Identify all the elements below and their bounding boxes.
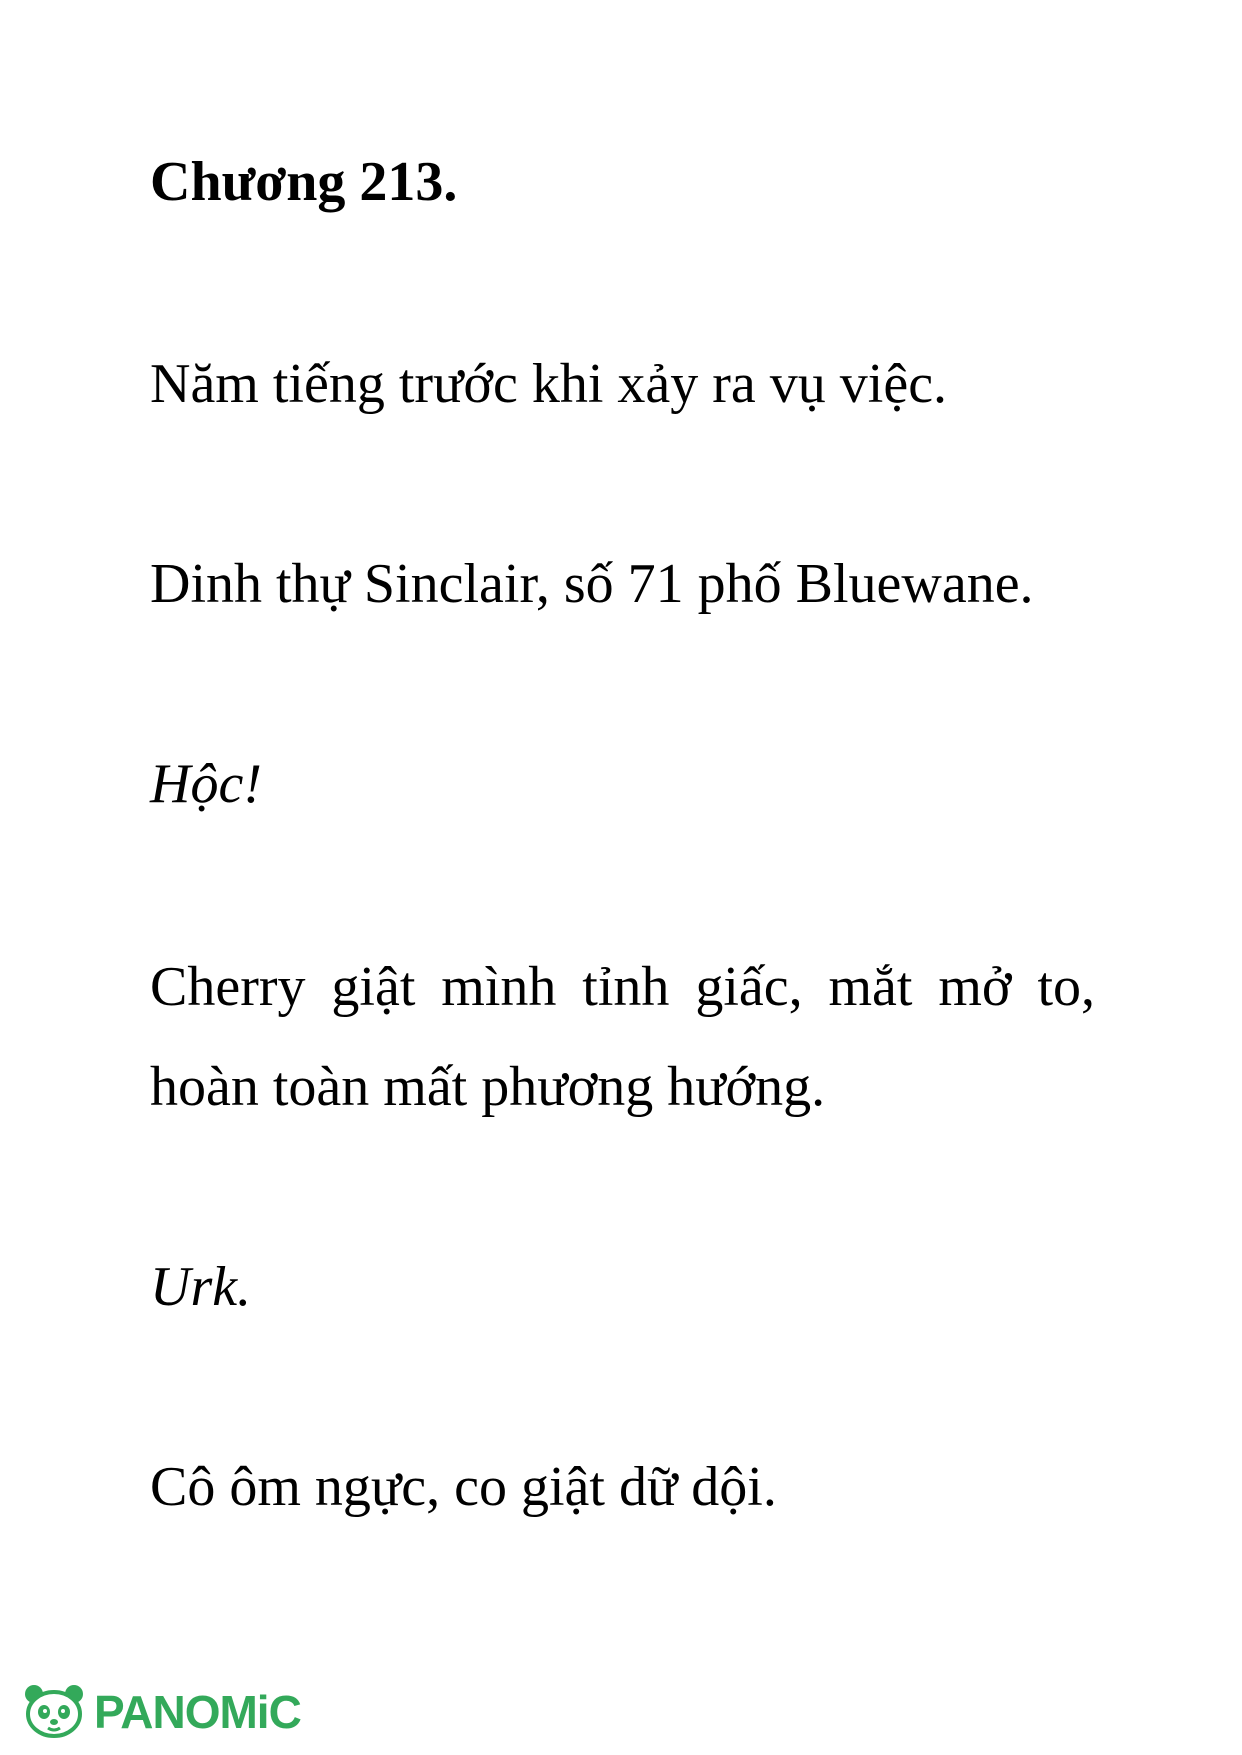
paragraph-5: Urk. [150, 1256, 252, 1318]
panomic-brand-text: PANOMiC [94, 1686, 301, 1738]
paragraph-4-line-2: hoàn toàn mất phương hướng. [150, 1056, 826, 1118]
panda-icon [20, 1682, 88, 1742]
paragraph-4-line-1: Cherry giật mình tỉnh giấc, mắt mở to, [150, 956, 1095, 1018]
panomic-watermark [20, 1680, 301, 1744]
paragraph-2: Dinh thự Sinclair, số 71 phố Bluewane. [150, 553, 1034, 615]
paragraph-1: Năm tiếng trước khi xảy ra vụ việc. [150, 353, 948, 415]
paragraph-6: Cô ôm ngực, co giật dữ dội. [150, 1456, 777, 1518]
paragraph-3: Hộc! [150, 753, 262, 815]
chapter-title: Chương 213. [150, 151, 458, 213]
